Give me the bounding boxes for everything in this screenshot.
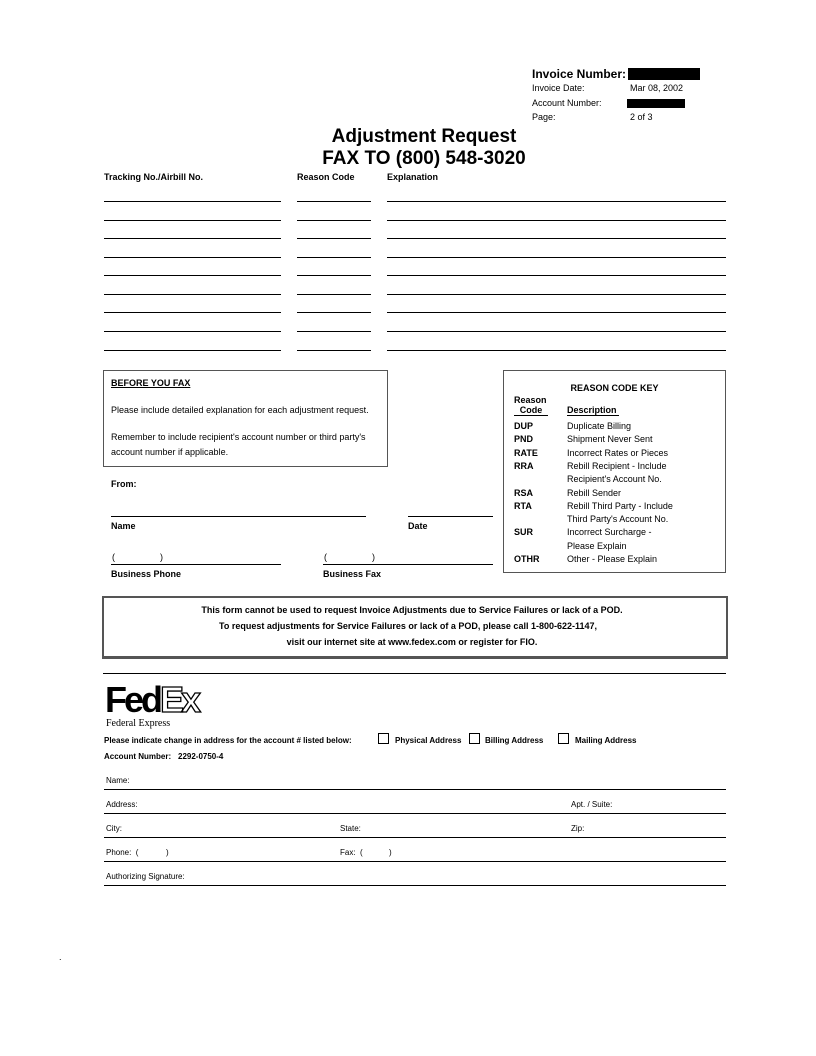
reason-description: Rebill Recipient - Include [567,461,667,471]
explanation-line[interactable] [387,220,726,221]
phone-paren-close: ) [166,848,169,857]
fax-paren-open: ( [324,552,327,562]
physical-address-checkbox[interactable] [378,733,389,744]
address-field-label: Address: [106,800,138,809]
explanation-line[interactable] [387,350,726,351]
reason-column-header: Reason Code [297,172,355,182]
zip-label: Zip: [571,824,585,833]
reason-line[interactable] [297,350,371,351]
code-header: Code [514,405,548,416]
redacted-account-number [627,99,685,108]
phone-fax-line[interactable] [104,861,726,862]
account-number-value: 2292-0750-4 [178,752,224,761]
reason-code: SUR [514,527,534,537]
business-fax-label: Business Fax [323,569,382,579]
invoice-number-label: Invoice Number: [532,67,627,81]
reason-line[interactable] [297,294,371,295]
phone-paren-close: ) [160,552,163,562]
reason-description: Third Party's Account No. [567,514,669,524]
billing-address-checkbox[interactable] [469,733,480,744]
reason-code: OTHR [514,554,540,564]
section-divider [103,673,726,674]
explanation-line[interactable] [387,312,726,313]
address-change-prompt: Please indicate change in address for the account # listed below: [104,736,352,745]
reason-code: RTA [514,501,532,511]
account-number-label: Account Number: [104,752,172,761]
reason-code-header: Reason [514,395,547,405]
reason-description: Recipient's Account No. [567,474,662,484]
page-title: Adjustment Request [331,126,517,147]
fedex-logo-fed: Fed [105,679,161,720]
invoice-date-value: Mar 08, 2002 [630,83,684,93]
tracking-column-header: Tracking No./Airbill No. [104,172,204,182]
reason-line[interactable] [297,331,371,332]
reason-description: Other - Please Explain [567,554,658,564]
phone-field-label: Phone: ( [106,848,139,857]
explanation-column-header: Explanation [387,172,439,182]
notice-line: visit our internet site at www.fedex.com or register for FIO. [286,637,538,647]
address-field-line[interactable] [104,813,726,814]
fedex-logo [105,680,225,720]
phone-paren-open: ( [112,552,115,562]
reason-description: Please Explain [567,541,627,551]
physical-address-label: Physical Address [395,736,462,745]
mailing-address-label: Mailing Address [575,736,637,745]
tracking-line[interactable] [104,294,281,295]
reason-code: RRA [514,461,534,471]
reason-line[interactable] [297,257,371,258]
city-state-zip-line[interactable] [104,837,726,838]
description-header: Description [567,405,619,416]
fax-paren-close: ) [372,552,375,562]
reason-line[interactable] [297,275,371,276]
reason-description: Incorrect Rates or Pieces [567,448,669,458]
fedex-logo-ex: Ex [160,679,199,720]
reason-description: Rebill Sender [567,488,622,498]
billing-address-label: Billing Address [485,736,544,745]
signature-label: Authorizing Signature: [106,872,185,881]
explanation-line[interactable] [387,201,726,202]
before-you-fax-line: Remember to include recipient's account number or third party's [111,432,366,442]
city-label: City: [106,824,122,833]
name-label: Name [111,521,136,531]
reason-description: Duplicate Billing [567,421,632,431]
mailing-address-checkbox[interactable] [558,733,569,744]
explanation-line[interactable] [387,331,726,332]
redacted-invoice-number [628,68,700,80]
explanation-line[interactable] [387,257,726,258]
from-label: From: [111,479,137,489]
reason-line[interactable] [297,312,371,313]
reason-code-key-title: REASON CODE KEY [570,383,659,393]
reason-description: Shipment Never Sent [567,434,653,444]
date-label: Date [408,521,428,531]
reason-line[interactable] [297,201,371,202]
business-phone-label: Business Phone [111,569,182,579]
before-you-fax-heading: BEFORE YOU FAX [111,378,191,388]
notice-line: To request adjustments for Service Failures or lack of a POD, please call 1-800-622-1147, [219,621,597,631]
tracking-line[interactable] [104,220,281,221]
fax-field-label: Fax: ( [340,848,363,857]
invoice-date-label: Invoice Date: [532,83,585,93]
fax-paren-close: ) [389,848,392,857]
before-you-fax-line: Please include detailed explanation for each adjustment request. [111,405,369,415]
tracking-line[interactable] [104,350,281,351]
reason-description: Rebill Third Party - Include [567,501,673,511]
tracking-line[interactable] [104,238,281,239]
tracking-line[interactable] [104,201,281,202]
notice-line: This form cannot be used to request Invoice Adjustments due to Service Failures or lack of a POD. [201,605,623,615]
reason-description: Incorrect Surcharge - [567,527,652,537]
explanation-line[interactable] [387,294,726,295]
explanation-line[interactable] [387,275,726,276]
tracking-line[interactable] [104,312,281,313]
business-fax-line[interactable] [323,564,493,565]
footer-mark: . [59,952,62,962]
business-phone-line[interactable] [111,564,281,565]
state-label: State: [340,824,361,833]
explanation-line[interactable] [387,238,726,239]
reason-line[interactable] [297,220,371,221]
reason-code: RATE [514,448,538,458]
name-field-line[interactable] [104,789,726,790]
fax-number-title: FAX TO (800) 548-3020 [322,148,526,169]
date-line[interactable] [408,516,493,517]
signature-line[interactable] [104,885,726,886]
name-field-label: Name: [106,776,130,785]
tracking-line[interactable] [104,275,281,276]
apt-suite-label: Apt. / Suite: [571,800,613,809]
tracking-line[interactable] [104,331,281,332]
reason-code: DUP [514,421,534,431]
fedex-logo-subtitle: Federal Express [106,718,171,729]
tracking-line[interactable] [104,257,281,258]
reason-code: PND [514,434,534,444]
page-label: Page: [532,112,556,122]
page-value: 2 of 3 [630,112,653,122]
name-line[interactable] [111,516,366,517]
reason-code: RSA [514,488,534,498]
reason-line[interactable] [297,238,371,239]
account-number-label: Account Number: [532,98,602,108]
before-you-fax-line: account number if applicable. [111,447,229,457]
